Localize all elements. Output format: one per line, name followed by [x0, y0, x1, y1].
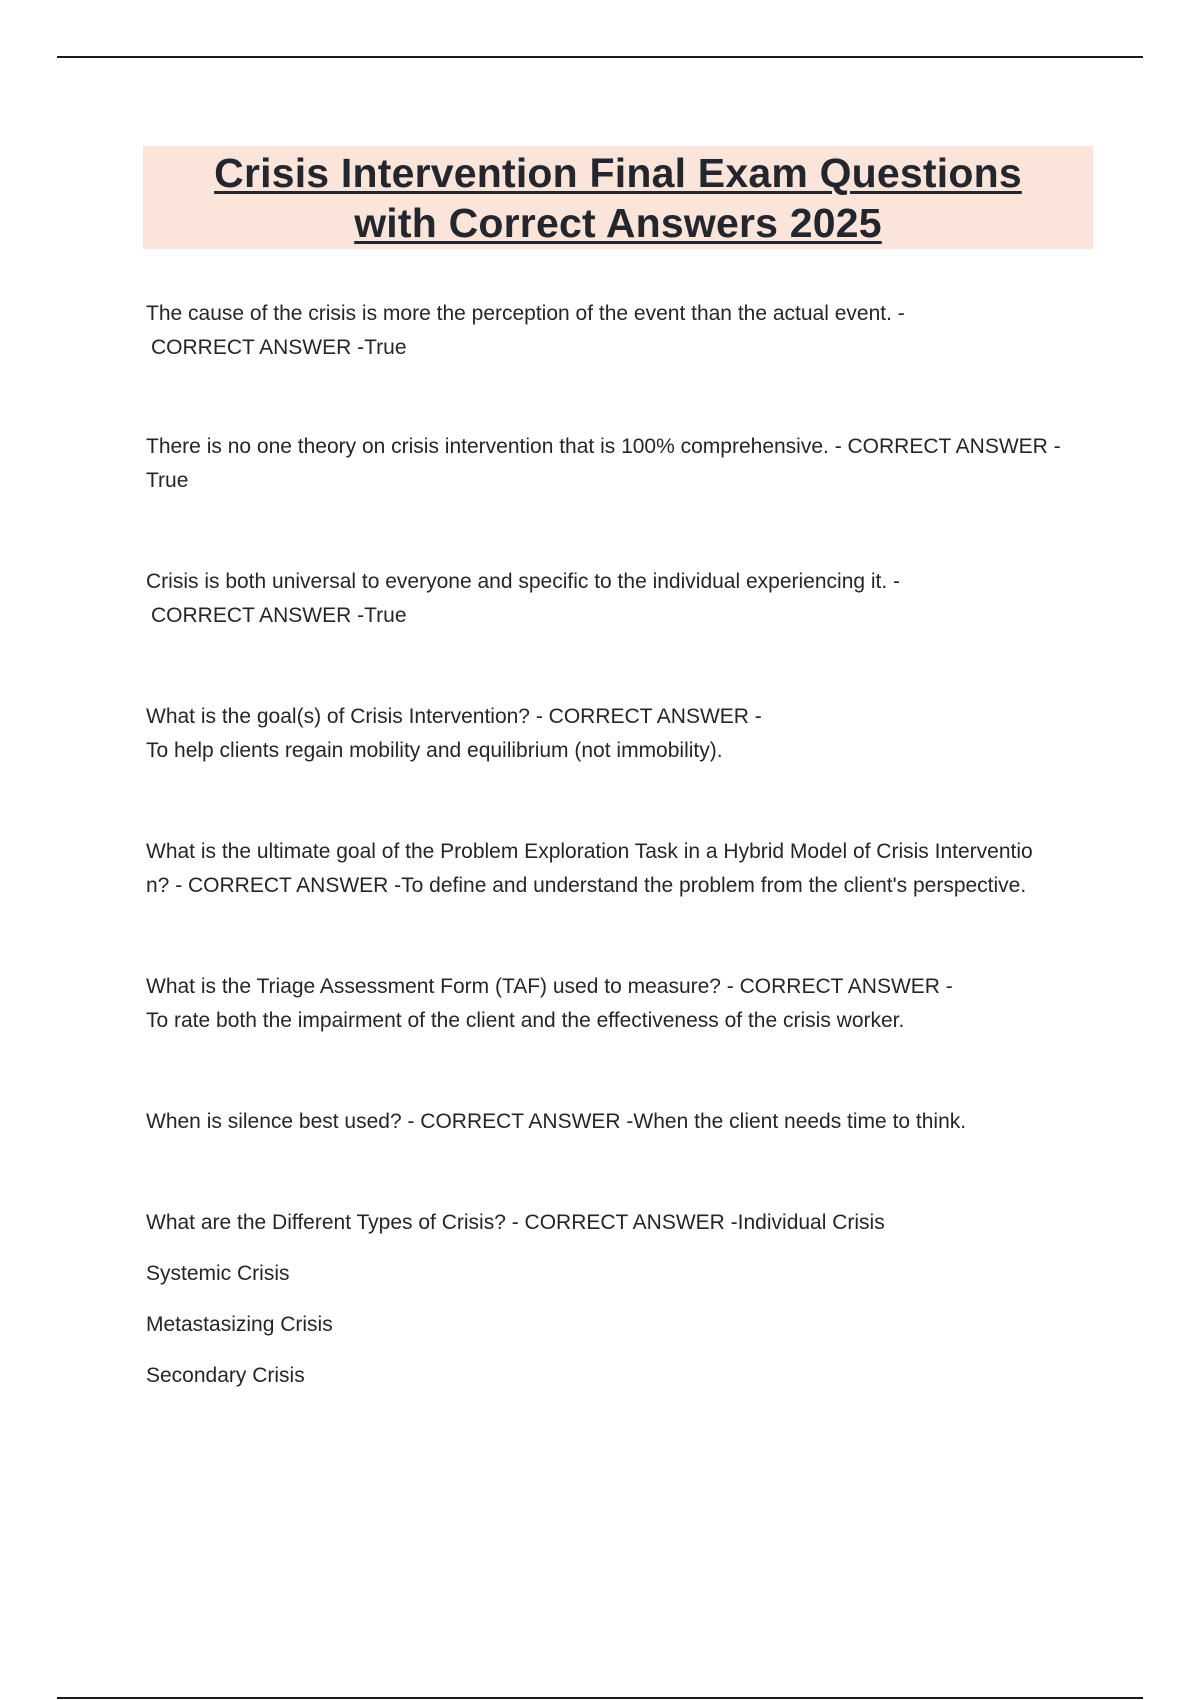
qa-item [146, 700, 1096, 768]
document-title-line-2: with Correct Answers 2025 [354, 200, 882, 246]
question-text: There is no one theory on crisis intervention that is 100% comprehensive. - CORRECT ANSWER - [146, 435, 1061, 458]
list-item: Metastasizing Crisis [146, 1313, 333, 1336]
bottom-rule [57, 1697, 1143, 1699]
qa-item [146, 835, 1096, 903]
question-text: Crisis is both universal to everyone and specific to the individual experiencing it. - [146, 570, 901, 593]
qa-item [146, 1206, 1096, 1240]
question-text: When is silence best used? - CORRECT ANSWER -When the client needs time to think. [146, 1110, 967, 1133]
list-item: Systemic Crisis [146, 1262, 290, 1285]
answer-text: True [146, 469, 189, 492]
title-banner [143, 146, 1093, 249]
answer-text: To rate both the impairment of the client and the effectiveness of the crisis worker. [146, 1009, 905, 1032]
list-item: Secondary Crisis [146, 1364, 305, 1387]
answer-text: CORRECT ANSWER -True [151, 336, 407, 359]
qa-item [146, 970, 1096, 1038]
qa-item [146, 565, 1096, 633]
answer-text: CORRECT ANSWER -True [151, 604, 407, 627]
answer-text: n? - CORRECT ANSWER -To define and understand the problem from the client's perspective. [146, 874, 1027, 897]
qa-item [146, 297, 1096, 365]
document-title-line-1: Crisis Intervention Final Exam Questions [214, 150, 1022, 196]
question-text: The cause of the crisis is more the perception of the event than the actual event. - [146, 302, 905, 325]
question-text: What is the Triage Assessment Form (TAF) used to measure? - CORRECT ANSWER - [146, 975, 953, 998]
question-text: What is the goal(s) of Crisis Intervention? - CORRECT ANSWER - [146, 705, 762, 728]
top-rule [57, 56, 1143, 58]
question-text: What are the Different Types of Crisis? - CORRECT ANSWER -Individual Crisis [146, 1211, 885, 1234]
question-text: What is the ultimate goal of the Problem Exploration Task in a Hybrid Model of Crisis Interventio [146, 840, 1033, 863]
answer-text: To help clients regain mobility and equilibrium (not immobility). [146, 739, 723, 762]
qa-item [146, 1105, 1096, 1139]
qa-item [146, 430, 1096, 498]
